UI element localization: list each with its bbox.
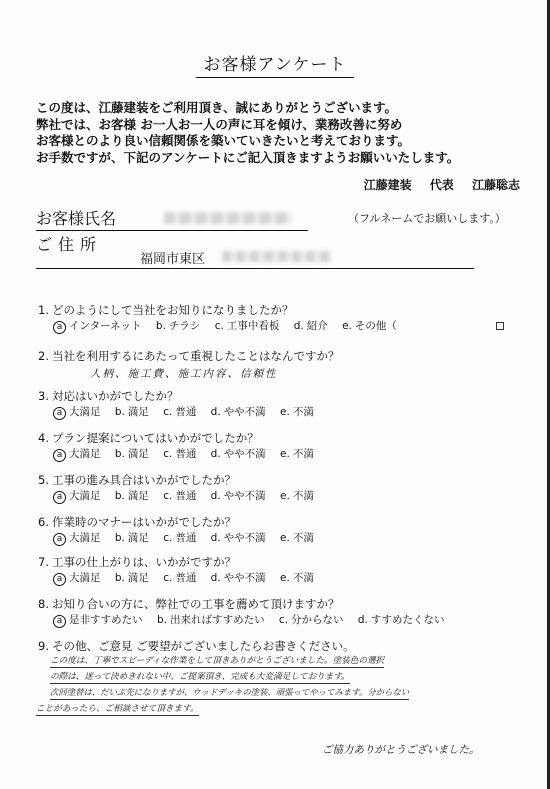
option[interactable]: c. 普通 [163, 406, 197, 418]
option[interactable]: b. 満足 [114, 490, 149, 502]
option-selected[interactable]: a 大満足 [54, 570, 101, 586]
option[interactable]: e. 不満 [280, 448, 314, 460]
option[interactable]: d. すすめたくない [357, 614, 445, 626]
question-4: 4. プラン提案についてはいかがでしたか？ [38, 431, 259, 445]
option[interactable]: b. 満足 [114, 448, 149, 460]
comment-line: の際は、迷って決めきれない中、ご提案頂き、完成も大変満足しております。 [50, 672, 350, 682]
option[interactable]: b. チラシ [155, 320, 201, 332]
address-underline [36, 268, 474, 269]
option[interactable]: e. 不満 [280, 532, 314, 544]
name-label: お客様氏名 [36, 209, 117, 228]
intro-line: 弊社では、お客様 お一人お一人の声に耳を傾け、業務改善に努め [36, 116, 403, 132]
option[interactable]: e. その他（ [342, 320, 397, 332]
option[interactable]: b. 満足 [114, 572, 149, 584]
q1-options [54, 318, 408, 334]
comment-line: 次回塗替は、だいぶ先になりますが、ウッドデッキの塗装、頑張ってやってみます。分からない [50, 686, 409, 700]
closing-message: ご協力ありがとうございました。 [322, 744, 480, 756]
question-text: どのようにして当社をお知りになりましたか？ [52, 303, 294, 317]
option[interactable]: c. 普通 [163, 490, 197, 502]
name-field [36, 206, 506, 230]
option-selected[interactable]: a 大満足 [54, 488, 101, 504]
question-7: 7. 工事の仕上がりは、いかがですか？ [38, 555, 236, 569]
name-underline [36, 230, 308, 231]
intro-line: お客様とのより良い信頼関係を築いていきたいと考えております。 [36, 133, 411, 148]
option[interactable]: d. やや不満 [210, 572, 266, 584]
q6-options [54, 530, 325, 546]
question-9: 9. その他、ご意見 ご要望がございましたらお書きください。 [38, 639, 355, 653]
address-value: 福岡市東区 [140, 252, 206, 267]
option-selected[interactable]: a 大満足 [54, 404, 101, 420]
option[interactable]: c. 工事中看板 [214, 320, 280, 332]
option-selected[interactable]: a 大満足 [54, 446, 101, 462]
option[interactable]: b. 満足 [114, 532, 149, 544]
option[interactable]: d. やや不満 [210, 490, 266, 502]
comment-line: ことがあったら、ご相談させて頂きます。 [36, 704, 199, 714]
question-3: 3. 対応はいかがでしたか？ [38, 389, 179, 403]
option[interactable]: d. やや不満 [210, 406, 266, 418]
address-label: ご住所 [36, 235, 103, 254]
survey-title: お客様アンケート [0, 50, 550, 75]
q5-options [54, 488, 325, 504]
option[interactable]: d. やや不満 [210, 532, 266, 544]
question-5: 5. 工事の進み具合はいかがでしたか？ [38, 473, 236, 487]
question-2: 2. 当社を利用するにあたって重視したことはなんですか？ [38, 349, 340, 363]
q8-options [54, 612, 456, 628]
option[interactable]: d. 紹介 [293, 320, 328, 332]
option[interactable]: e. 不満 [280, 406, 314, 418]
option[interactable]: b. 出来ればすすめたい [156, 614, 265, 626]
option[interactable]: c. 普通 [163, 532, 197, 544]
name-note: （フルネームでお願いします。） [348, 212, 506, 225]
q7-options [54, 570, 325, 586]
option[interactable]: e. 不満 [280, 572, 314, 584]
signature-role: 代表 [429, 178, 454, 192]
option[interactable]: d. やや不満 [210, 448, 266, 460]
signature-company: 江藤建装 [363, 178, 412, 192]
q2-handwritten-answer: 人柄、施工費、施工内容、信頼性 [90, 368, 278, 380]
signature-name: 江藤聡志 [471, 178, 520, 192]
intro-line: この度は、江藤建装をご利用頂き、誠にありがとうございます。 [36, 100, 398, 115]
signature [270, 176, 520, 193]
question-8: 8. お知り合いの方に、弊社での工事を薦めて頂けますか？ [38, 597, 340, 611]
option-selected[interactable]: a 是非すすめたい [54, 612, 143, 628]
option[interactable]: b. 満足 [114, 406, 149, 418]
option[interactable]: c. 分からない [278, 614, 344, 626]
option[interactable]: c. 普通 [163, 572, 197, 584]
option[interactable]: e. 不満 [280, 490, 314, 502]
redacted-address [222, 251, 332, 262]
intro-line: お手数ですが、下記のアンケートにご記入頂きますようお願いいたします。 [36, 149, 460, 165]
option-selected[interactable]: a 大満足 [54, 530, 101, 546]
comment-line: この度は、丁寧でスピーディな作業をして頂きありがとうございました。塗装色の選択 [50, 656, 385, 666]
q3-options [54, 404, 325, 420]
redacted-name [164, 212, 292, 224]
option[interactable]: c. 普通 [163, 448, 197, 460]
question-6: 6. 作業時のマナーはいかがでしたか？ [38, 515, 236, 529]
intro-text [36, 100, 516, 166]
question-1 [38, 302, 294, 318]
question-number: 1. [38, 303, 49, 317]
other-close-mark [496, 322, 504, 330]
option-selected[interactable]: a インターネット [54, 318, 142, 334]
q4-options [54, 446, 325, 462]
